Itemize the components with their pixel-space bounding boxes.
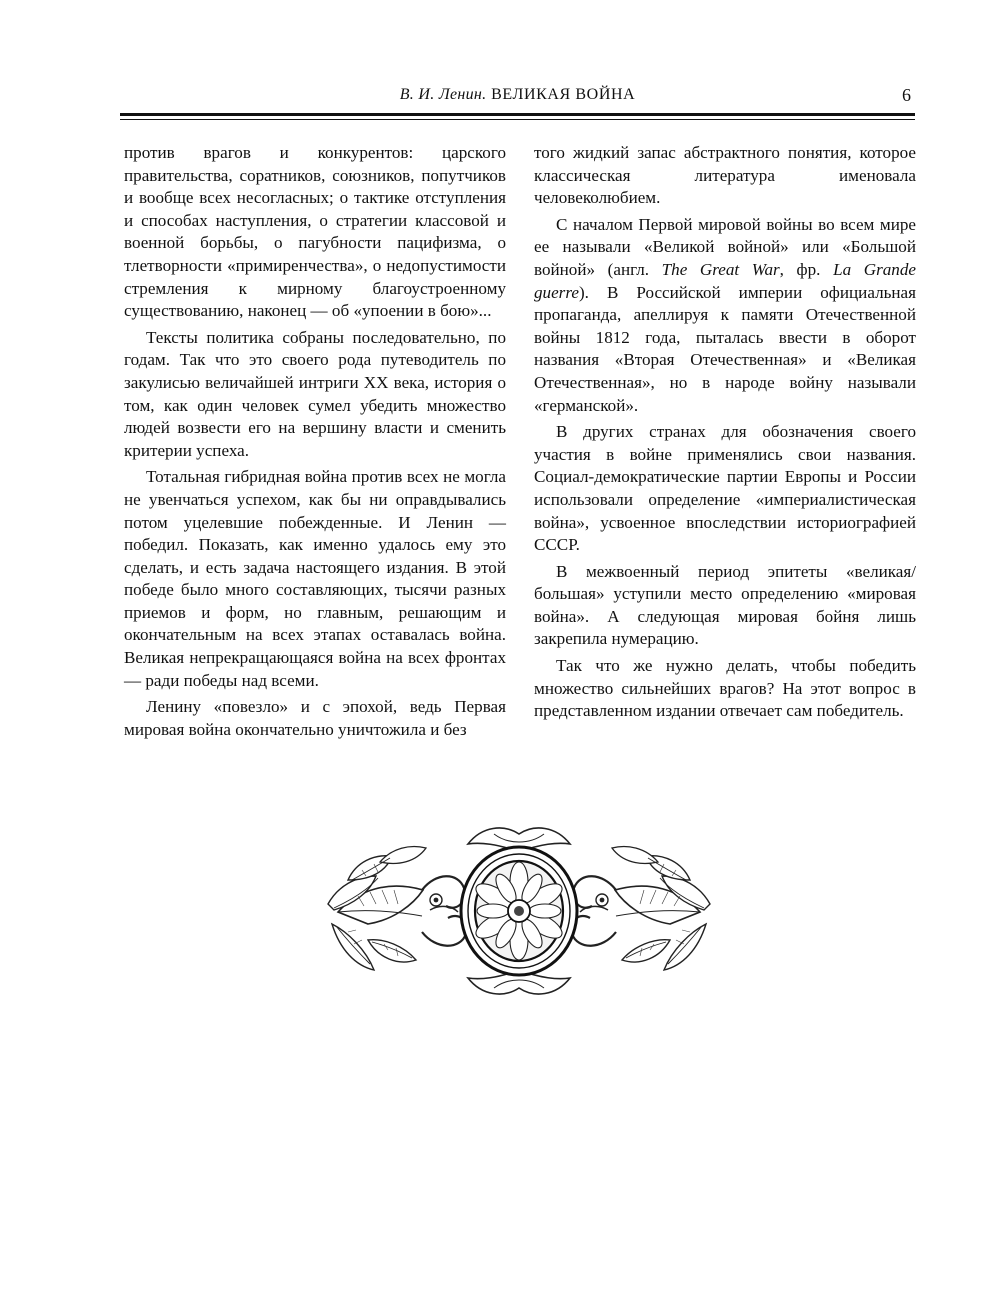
- paragraph: Ленину «повезло» и с эпохой, ведь Первая мировая война окончательно уничтожила и без: [124, 697, 506, 739]
- running-head-author: В. И. Ленин.: [399, 86, 487, 103]
- header-rule-thin: [120, 119, 915, 120]
- text-span: С началом Первой мировой войны во всем мире ее называли «Великой войной» или «Большой войной» (англ.: [534, 214, 916, 279]
- header-rule-thick: [120, 113, 915, 116]
- paragraph: В других странах для обозначения своего участия в войне применялись свои названия. Социал-демократические партии Европы и России использовали определение «империалистическая война», усвоенное впоследствии историографией СССР.: [534, 422, 916, 555]
- running-head-title: ВЕЛИКАЯ ВОЙНА: [491, 86, 636, 103]
- french-name: La Grande guerre: [534, 259, 916, 302]
- english-name: The Great War: [661, 259, 780, 279]
- paragraph: В межвоенный период эпитеты «великая/большая» уступили место определению «мировая война». А следующая мировая бойня лишь закрепила нумерацию.: [534, 561, 916, 649]
- paragraph-war-names: [534, 214, 916, 417]
- ornament-vignette: [318, 820, 720, 1002]
- paragraph: Тотальная гибридная война против всех не могла не увенчаться успехом, как бы ни оправдывались потом уцелевшие побежденные. И Ленин — победил. Показать, как именно удалось ему это сделать, и есть задача настоящего издания. В этой победе было много составляющих, тысячи разных приемов и форм, но главным, решающим и окончательным на всех этапах оставалась война. Великая непрекращающаяся война на всех фронтах — ради победы над всеми.: [124, 467, 506, 690]
- paragraph: Тексты политика собраны последовательно, по годам. Так что это своего рода путеводитель по закулисью величайшей интриги XX века, история о том, как один человек сумел убедить множество людей возвести его на вершину власти и сменить критерии успеха.: [124, 327, 506, 460]
- paragraph: того жидкий запас абстрактного понятия, которое классическая литература именовала человеколюбием.: [534, 143, 916, 208]
- paragraph: против врагов и конкурентов: царского правительства, соратников, союзников, попутчиков и вообще всех несогласных; о тактике отступления и способах наступления, о стратегии классовой и военной борьбы, о пагубности пацифизма, о тлетворности «примиренчества», о недопустимости стремления к мирному благоустроенному существованию, наконец — об «упоении в бою»...: [124, 143, 506, 321]
- running-title: [120, 86, 915, 104]
- page-number: 6: [902, 85, 911, 105]
- running-head: [120, 86, 915, 112]
- paragraph: Так что же нужно делать, чтобы победить множество сильнейших врагов? На этот вопрос в представленном издании отвечает сам победитель.: [534, 656, 916, 721]
- text-span: ). В Российской империи официальная пропаганда, апеллируя к памяти Отечественной войны 1812 года, пыталась ввести в оборот названия «Вторая Отечественная» и «Великая Отечественная», но в народе войну называли «германской».: [534, 282, 916, 415]
- text-span: , фр.: [779, 259, 834, 279]
- right-column: [534, 142, 916, 727]
- left-column: [124, 142, 506, 745]
